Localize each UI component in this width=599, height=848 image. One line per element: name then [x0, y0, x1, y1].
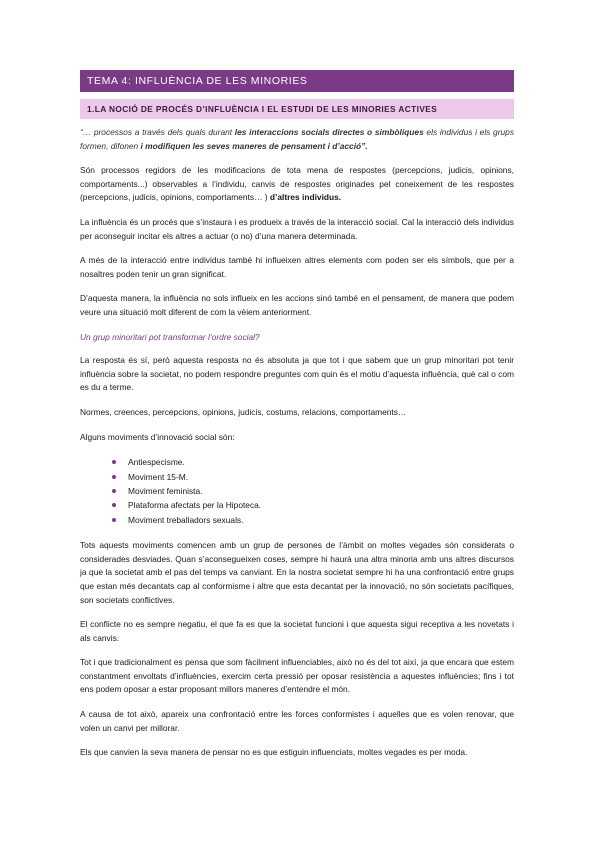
list-item [128, 484, 514, 498]
list-item [128, 455, 514, 469]
paragraph-8: Tots aquests moviments comencen amb un grup de persones de l’àmbit on moltes vegades són considerats o considerades desviades. Quan s’aconsegueixen coses, sempre hi haurà una altra minoria amb uns altres discursos ja que la societat amb el pas del temps va canviant. En la nostra societat sempre hi ha una confrontació entre grups que estan més decantats cap al conformisme i altre que esta decantat per la innovació, no són societats pacífiques, son societats conflictives. [80, 540, 514, 605]
bullet-icon [112, 518, 116, 522]
list-item-label: Moviment 15-M. [128, 471, 189, 482]
list-item-label: Antiespecisme. [128, 457, 185, 468]
paragraph-1-bold: d’altres individus. [269, 192, 342, 203]
paragraph-7: Alguns moviments d’innovació social són: [80, 431, 235, 442]
paragraph-2: La influència és un procés que s’instaura i es produeix a través de la interacció social. Cal la interacció dels individus per aconseguir incitar els altres a actuar (o no) d’una manera determinada. [80, 216, 514, 241]
list-item-label: Moviment feminista. [128, 485, 203, 496]
section-title: TEMA 4: INFLUÈNCIA DE LES MINORIES [80, 70, 514, 92]
quote-part-2: els individus i els grups formen, difonen [80, 127, 515, 151]
list-item-label: Moviment treballadors sexuals. [128, 514, 244, 525]
paragraph-3: A més de la interacció entre individus també hi influeixen altres elements com poden ser els símbols, que per a nosaltres poden tenir un gran significat. [80, 255, 514, 279]
bullet-icon [112, 460, 116, 464]
list-item-label: Plataforma afectats per la Hipoteca. [128, 500, 262, 511]
list-item [128, 470, 514, 484]
quote-part-1: “… processos a través dels quals durant [80, 127, 235, 137]
question-heading: Un grup minoritari pot transformar l’ordre social? [80, 331, 260, 342]
bullet-icon [112, 489, 116, 493]
quote-bold-2: i modifiquen les seves maneres de pensament i d’acció”. [140, 140, 368, 151]
paragraph-10: Tot i que tradicionalment es pensa que som fàcilment influenciables, això no és del tot així, ja que encara que estem constantment envoltats d’influències, exercim certa pressió per oposar resistència a aquestes influències; fins i tot ens podem oposar a estar proposant millors maneres d’entendre el món. [80, 657, 514, 695]
paragraph-12: Els que canvien la seva manera de pensar no es que estiguin influenciats, moltes vegades es per moda. [80, 747, 468, 758]
definition-quote [80, 126, 514, 153]
section-subtitle: 1.LA NOCIÓ DE PROCÉS D’INFLUÈNCIA I EL ESTUDI DE LES MINORIES ACTIVES [80, 99, 514, 119]
paragraph-1-text: Són processos regidors de les modificacions de tota mena de respostes (percepcions, judicis, opinions, comportaments...) observables a l’individu, canvis de respostes originades pel coneixement de les respostes (percepcions, judicis, opinions, comportaments… ) [80, 165, 514, 203]
bullet-icon [112, 503, 116, 507]
paragraph-5: La resposta és sí, però aquesta resposta no és absoluta ja que tot i que sabem que un grup minoritari pot tenir influència sobre la societat, no podem respondre preguntes com quin és el motiu d’aquesta influència, què cal o com es du a terme. [80, 355, 514, 393]
paragraph-6: Normes, creences, percepcions, opinions, judicis, costums, relacions, comportaments… [80, 406, 407, 417]
paragraph-4: D’aquesta manera, la influència no sols influeix en les accions sinó també en el pensament, de manera que podem veure una situació molt diferent de com la vèiem anteriorment. [80, 293, 514, 317]
paragraph-9: El conflicte no es sempre negatiu, el que fa es que la societat funcioni i que aquesta sigui receptiva a les novetats i als canvis. [80, 619, 514, 643]
paragraph-1 [80, 164, 514, 205]
quote-bold-1: les interaccions socials directes o simbòliques [234, 127, 424, 137]
document-content [80, 70, 514, 771]
list-item [128, 513, 514, 527]
bullet-icon [112, 475, 116, 479]
list-item [128, 498, 514, 512]
paragraph-11: A causa de tot això, apareix una confrontació entre les forces conformistes i aquelles que es volen renovar, que volen un canvi per millorar. [80, 709, 514, 733]
movements-list [80, 455, 514, 527]
